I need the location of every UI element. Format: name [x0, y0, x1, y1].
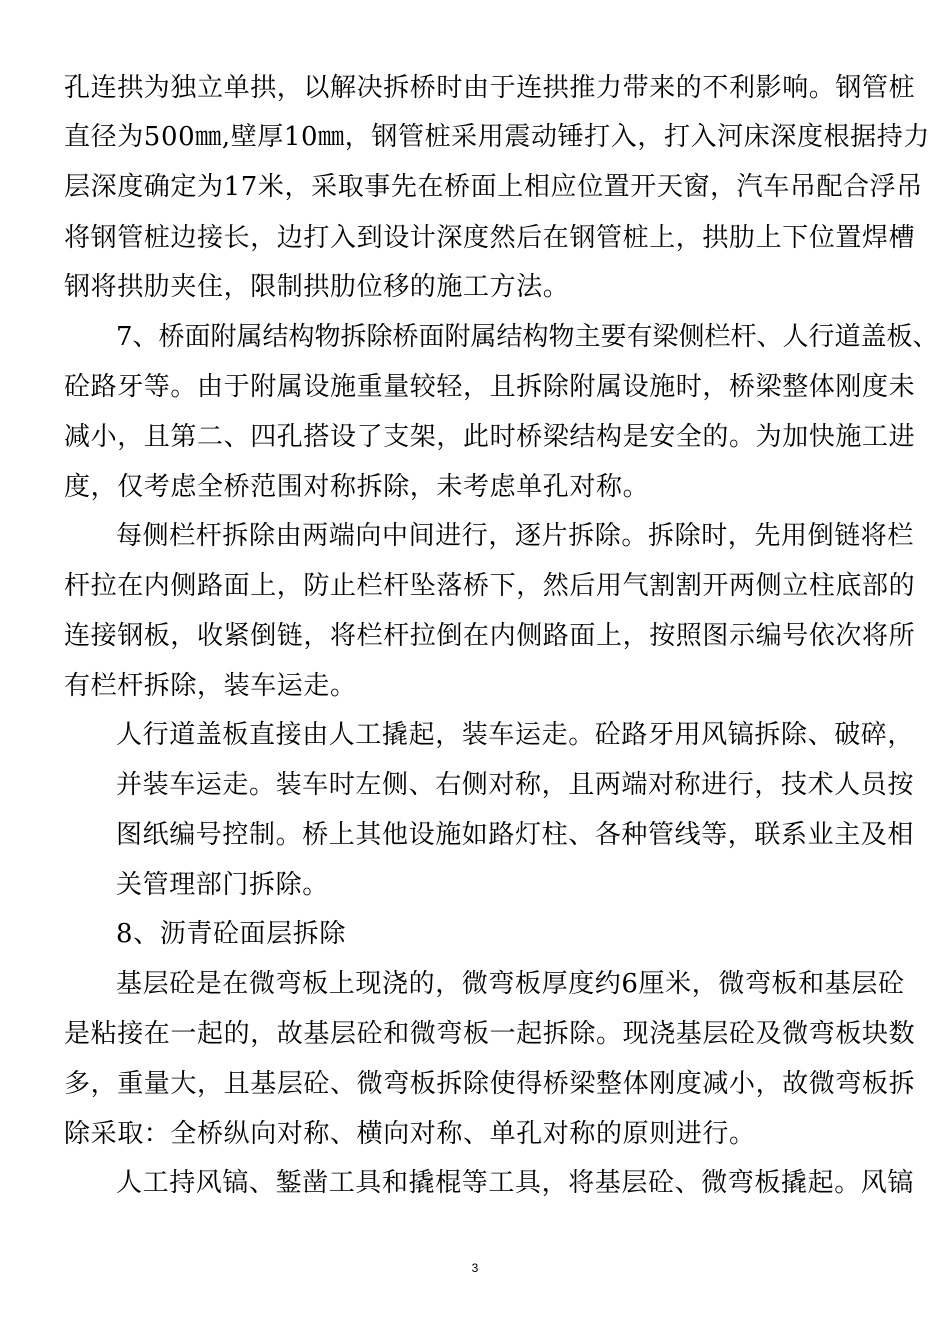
body-text-line: 每侧栏杆拆除由两端向中间进行，逐片拆除。拆除时，先用倒链将栏 [116, 521, 915, 551]
body-text-line: 是粘接在一起的，故基层砼和微弯板一起拆除。现浇基层砼及微弯板块数 [64, 1019, 916, 1049]
page-number: 3 [471, 1261, 479, 1275]
body-text-line: 除采取：全桥纵向对称、横向对称、单孔对称的原则进行。 [64, 1119, 756, 1149]
section-heading-line: 7、桥面附属结构物拆除桥面附属结构物主要有梁侧栏杆、人行道盖板、 [116, 322, 939, 352]
body-text-line: 层深度确定为17米，采取事先在桥面上相应位置开天窗，汽车吊配合浮吊 [64, 172, 923, 202]
body-text-line: 人工持风镐、錾凿工具和撬棍等工具，将基层砼、微弯板撬起。风镐 [116, 1168, 915, 1198]
body-text-line: 多，重量大，且基层砼、微弯板拆除使得桥梁整体刚度减小，故微弯板拆 [64, 1069, 916, 1099]
body-text-line: 并装车运走。装车时左侧、右侧对称，且两端对称进行，技术人员按 [116, 770, 915, 800]
body-text-line: 关管理部门拆除。 [116, 870, 329, 900]
body-text-line: 减小，且第二、四孔搭设了支架，此时桥梁结构是安全的。为加快施工进 [64, 422, 916, 452]
body-text-line: 有栏杆拆除，装车运走。 [64, 671, 357, 701]
body-text-line: 度，仅考虑全桥范围对称拆除，未考虑单孔对称。 [64, 472, 650, 502]
body-text-line: 孔连拱为独立单拱，以解决拆桥时由于连拱推力带来的不利影响。钢管桩 [64, 73, 916, 103]
body-text-line: 人行道盖板直接由人工撬起，装车运走。砼路牙用风镐拆除、破碎， [116, 720, 915, 750]
body-text-line: 基层砼是在微弯板上现浇的，微弯板厚度约6厘米，微弯板和基层砼 [116, 969, 905, 999]
body-text-line: 图纸编号控制。桥上其他设施如路灯柱、各种管线等，联系业主及相 [116, 820, 915, 850]
body-text-line: 钢将拱肋夹住，限制拱肋位移的施工方法。 [64, 272, 570, 302]
body-text-line: 砼路牙等。由于附属设施重量较轻，且拆除附属设施时，桥梁整体刚度未 [64, 372, 916, 402]
section-heading-line: 8、沥青砼面层拆除 [116, 919, 346, 949]
body-text-line: 连接钢板，收紧倒链，将栏杆拉倒在内侧路面上，按照图示编号依次将所 [64, 621, 916, 651]
body-text-line: 杆拉在内侧路面上，防止栏杆坠落桥下，然后用气割割开两侧立柱底部的 [64, 571, 916, 601]
body-text-line: 将钢管桩边接长，边打入到设计深度然后在钢管桩上，拱肋上下位置焊槽 [64, 223, 916, 253]
body-text-line: 直径为500㎜,壁厚10㎜，钢管桩采用震动锤打入，打入河床深度根据持力 [64, 122, 930, 152]
